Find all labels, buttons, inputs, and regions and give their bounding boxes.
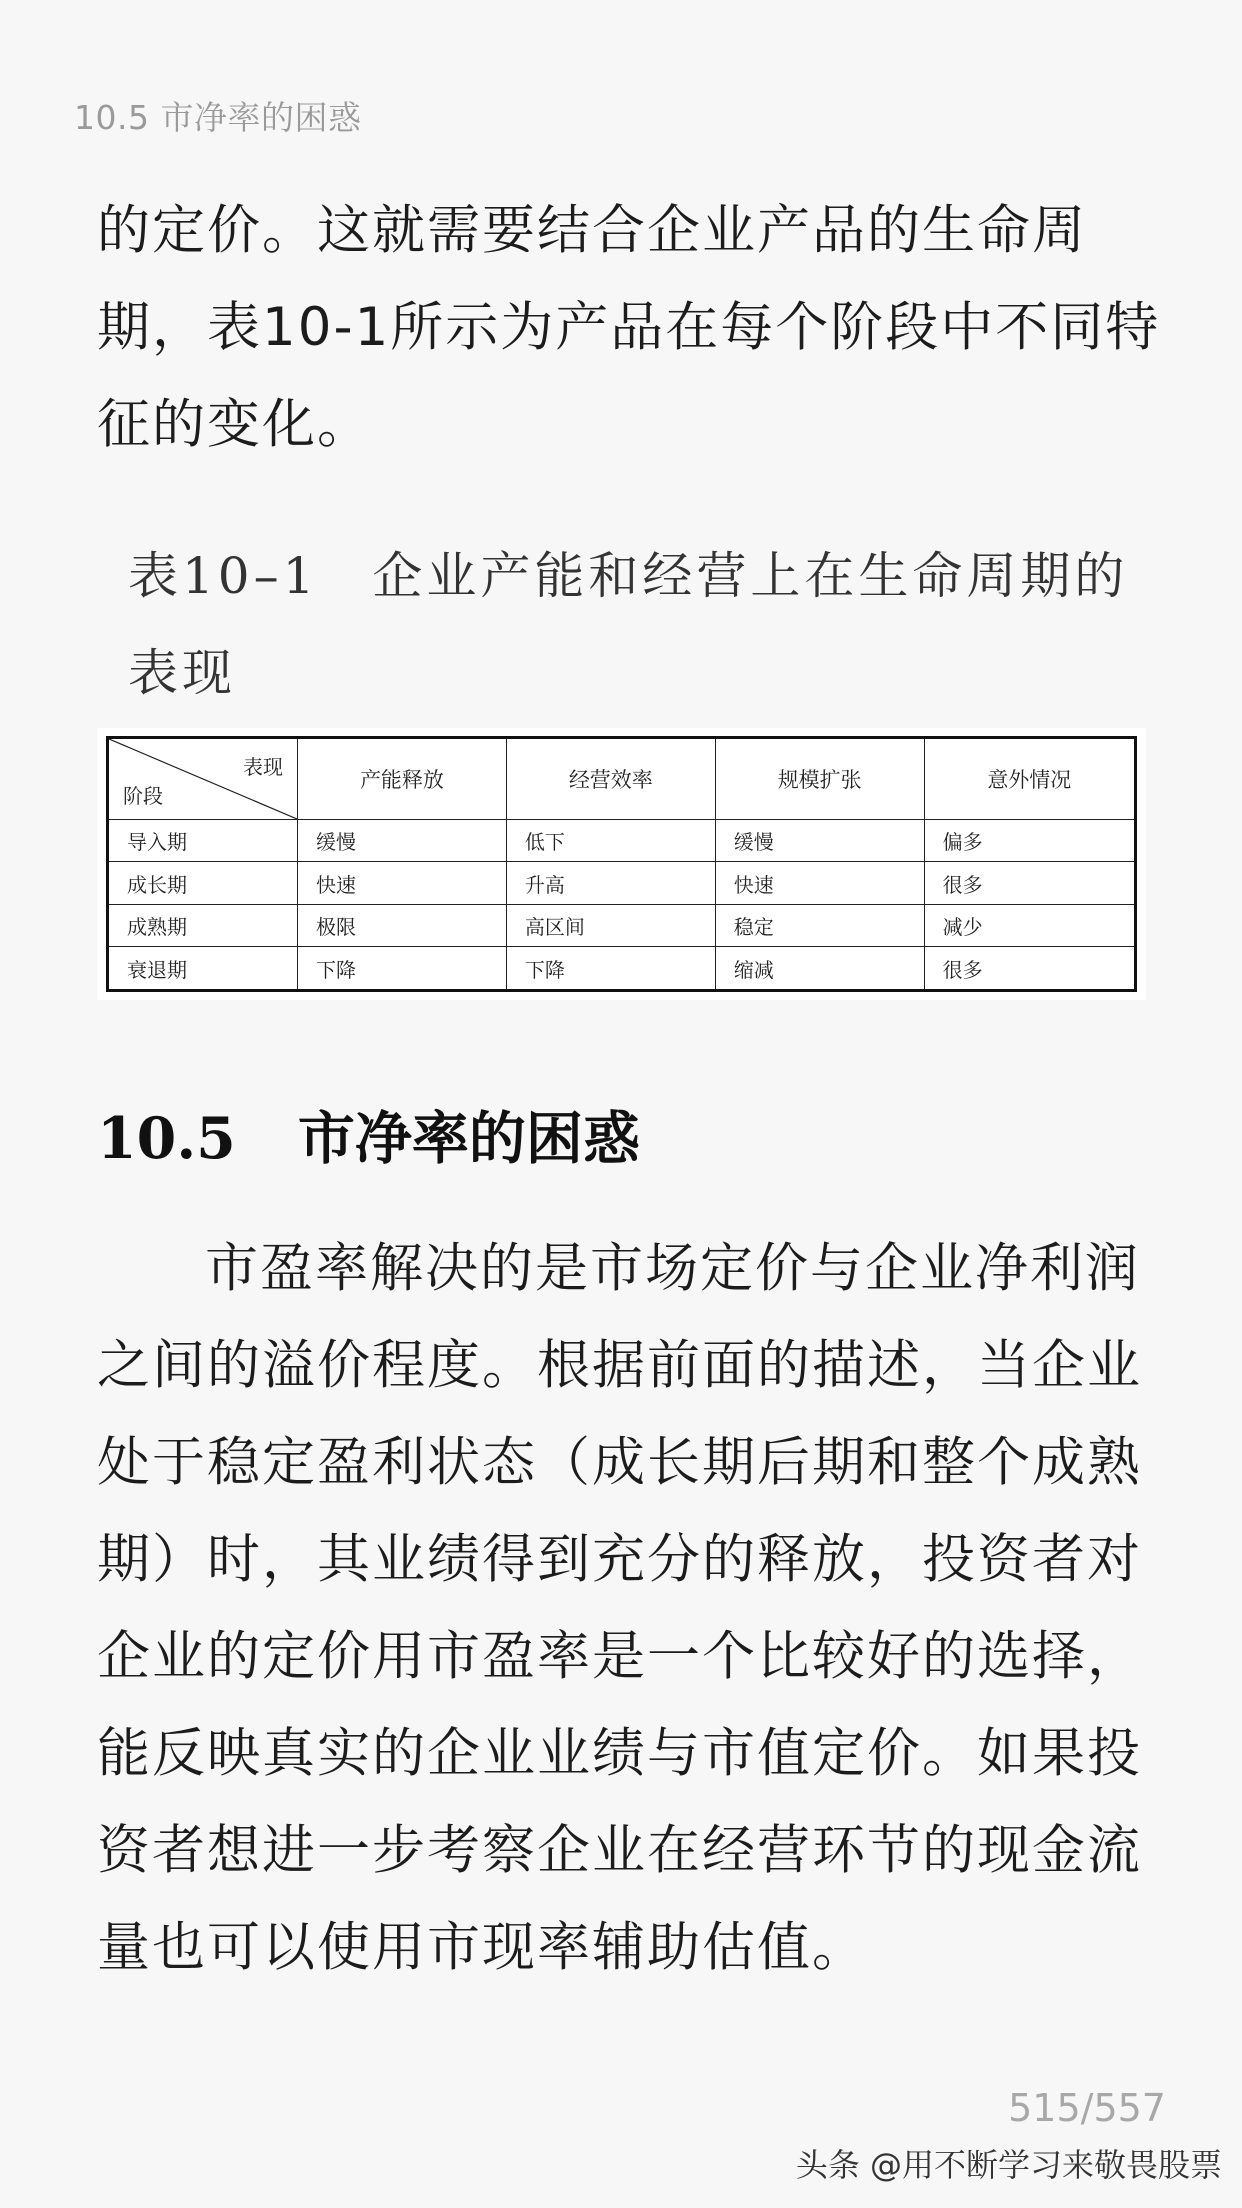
caption-line: 表现 (128, 644, 236, 702)
stage-cell: 成长期 (108, 862, 298, 904)
text-line: 期）时，其业绩得到充分的释放，投资者对 (97, 1529, 1142, 1590)
corner-header-cell (108, 738, 298, 820)
paragraph-body (97, 1220, 1147, 1996)
column-header: 规模扩张 (715, 738, 924, 820)
table-cell: 快速 (715, 862, 924, 904)
stage-cell: 成熟期 (108, 904, 298, 946)
table-row (108, 947, 1136, 991)
text-line: 量也可以使用市现率辅助估值。 (97, 1917, 867, 1978)
table-cell: 下降 (298, 947, 507, 991)
text-line: 资者想进一步考察企业在经营环节的现金流 (97, 1820, 1142, 1881)
table-cell: 缓慢 (715, 820, 924, 862)
table-header-row (108, 738, 1136, 820)
caption-line: 表10–1 企业产能和经营上在生命周期的 (128, 547, 1129, 605)
table-row (108, 820, 1136, 862)
table-cell: 很多 (924, 947, 1135, 991)
corner-label-bottom: 阶段 (123, 784, 163, 808)
section-title: 市净率的困惑 (297, 1106, 640, 1172)
table-cell: 快速 (298, 862, 507, 904)
running-header: 10.5 市净率的困惑 (74, 98, 362, 137)
table-row (108, 904, 1136, 946)
text-line: 能反映真实的企业业绩与市值定价。如果投 (97, 1723, 1142, 1784)
table-cell: 高区间 (506, 904, 715, 946)
table-caption (128, 528, 1128, 722)
table-cell: 很多 (924, 862, 1135, 904)
section-number: 10.5 (97, 1105, 236, 1172)
watermark: 头条 @用不断学习来敬畏股票 (795, 2146, 1222, 2184)
lifecycle-table (106, 736, 1137, 992)
text-line: 之间的溢价程度。根据前面的描述，当企业 (97, 1335, 1142, 1396)
text-line: 征的变化。 (97, 394, 372, 455)
stage-cell: 衰退期 (108, 947, 298, 991)
table-row (108, 862, 1136, 904)
table-cell: 减少 (924, 904, 1135, 946)
table-cell: 稳定 (715, 904, 924, 946)
table-container (97, 728, 1146, 1000)
text-line: 处于稳定盈利状态（成长期后期和整个成熟 (97, 1432, 1142, 1493)
table-cell: 缩减 (715, 947, 924, 991)
text-line: 企业的定价用市盈率是一个比较好的选择， (97, 1626, 1142, 1687)
column-header: 意外情况 (924, 738, 1135, 820)
table-cell: 低下 (506, 820, 715, 862)
text-line: 的定价。这就需要结合企业产品的生命周 (97, 200, 1087, 261)
table-cell: 下降 (506, 947, 715, 991)
section-heading (97, 1093, 640, 1175)
table-cell: 极限 (298, 904, 507, 946)
corner-label-top: 表现 (243, 755, 283, 779)
table-cell: 升高 (506, 862, 715, 904)
table-cell: 偏多 (924, 820, 1135, 862)
paragraph-intro (97, 182, 1161, 473)
text-line: 期，表10-1所示为产品在每个阶段中不同特 (97, 297, 1161, 358)
page-indicator: 515/557 (1008, 2086, 1166, 2130)
column-header: 产能释放 (298, 738, 507, 820)
text-line: 市盈率解决的是市场定价与企业净利润 (205, 1238, 1140, 1299)
table-cell: 缓慢 (298, 820, 507, 862)
column-header: 经营效率 (506, 738, 715, 820)
stage-cell: 导入期 (108, 820, 298, 862)
